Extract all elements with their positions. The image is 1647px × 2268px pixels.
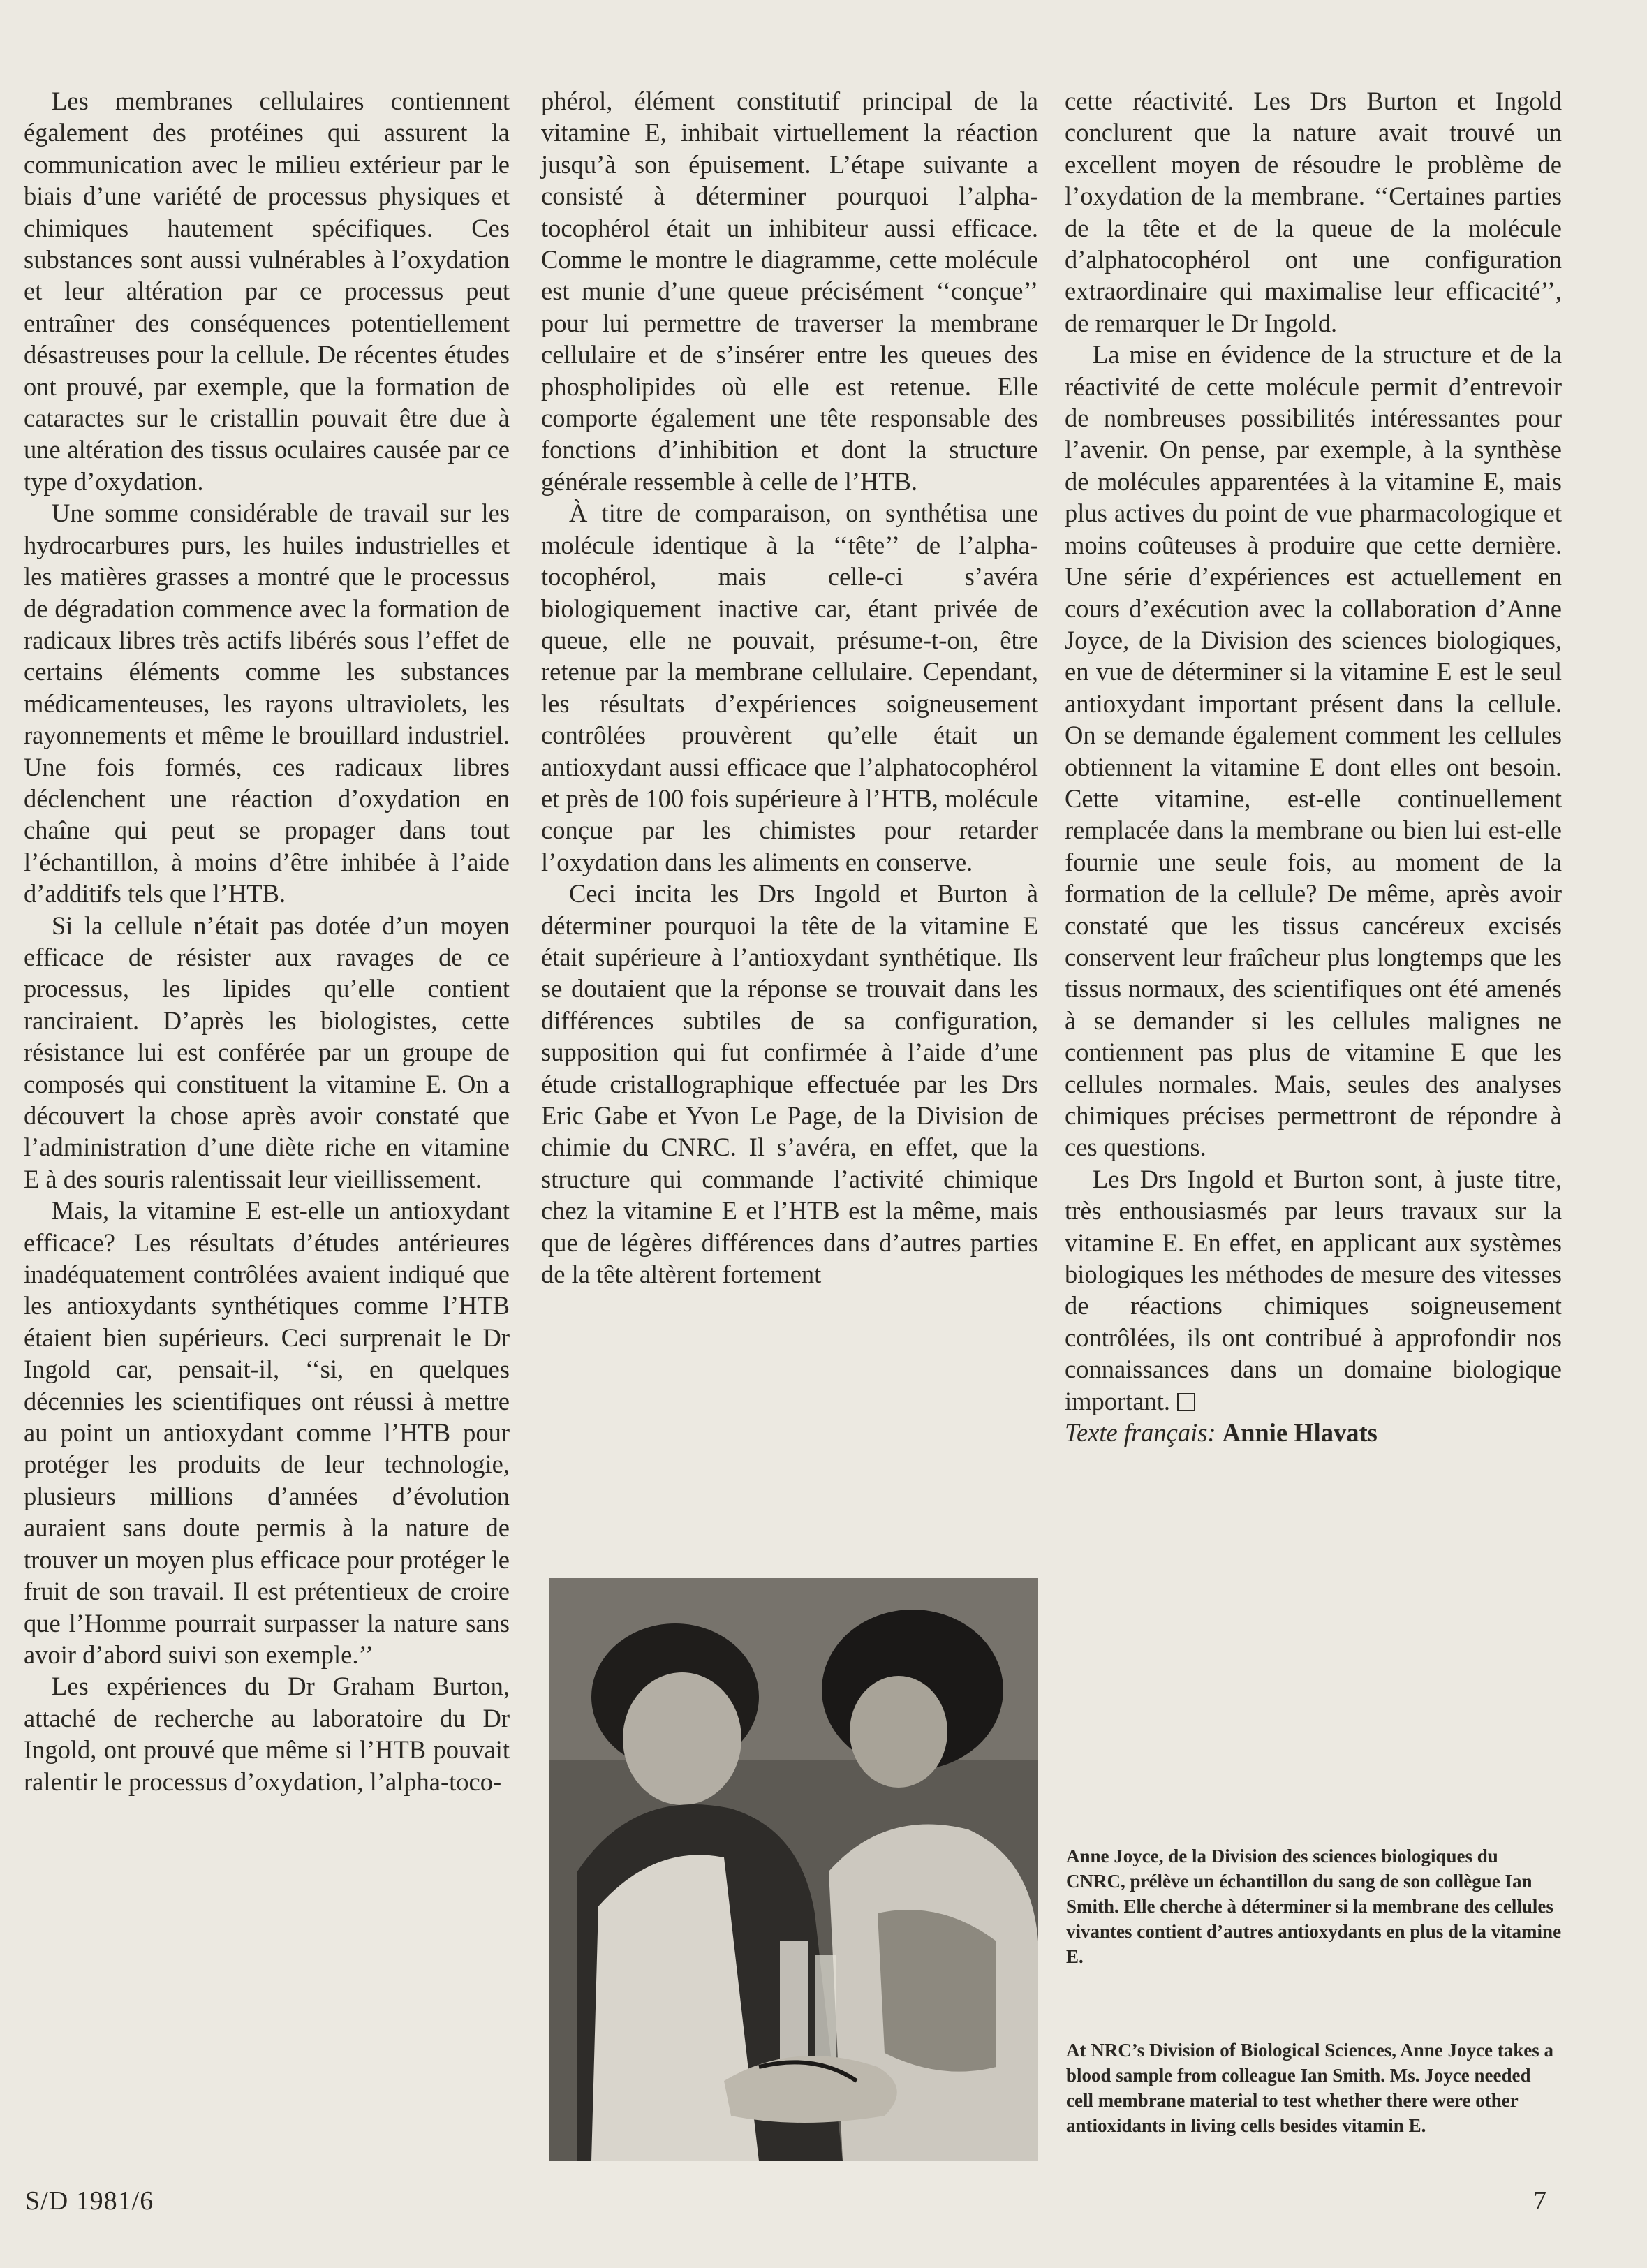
- translation-credit: [1065, 1417, 1562, 1448]
- article-column-2: [541, 85, 1038, 1290]
- photo-illustration: [549, 1578, 1038, 2161]
- article-column-1: [24, 85, 510, 1797]
- paragraph: Si la cellule n’était pas dotée d’un moyen efficace de résister aux ravages de ce processus, les lipides qu’elle contient ranciraient. D’après les biologistes, cette résistance lui est conférée par un groupe de composés qui constituent la vitamine E. On a découvert la chose après avoir constaté que l’administration d’une diète riche en vitamine E à des souris ralentissait leur vieillissement.: [24, 911, 510, 1193]
- paragraph: phérol, élément constitutif principal de la vitamine E, inhibait virtuellement la réaction jusqu’à son épuisement. L’étape suivante a consisté à déterminer pourquoi l’alpha-tocophérol était un inhibiteur aussi efficace. Comme le montre le diagramme, cette molécule est munie d’une queue précisément ‘‘conçue’’ pour lui permettre de traverser la membrane cellulaire et de s’insérer entre les queues des phospholipides où elle est retenue. Elle comporte également une tête responsable des fonctions d’inhibition et dont la structure générale ressemble à celle de l’HTB.: [541, 87, 1038, 496]
- paragraph: Les membranes cellulaires contiennent également des protéines qui assurent la communication avec le milieu extérieur par le biais d’une variété de processus physiques et chimiques hautement spécifiques. Ces substances sont aussi vulnérables à l’oxydation et leur altération par ce processus peut entraîner des conséquences potentiellement désastreuses pour la cellule. De récentes études ont prouvé, par exemple, que la formation de cataractes sur le cristallin pouvait être due à une altération des tissus oculaires causée par ce type d’oxydation.: [24, 87, 510, 496]
- photo-caption-french: Anne Joyce, de la Division des sciences biologiques du CNRC, prélève un échantillon du sang de son collègue Ian Smith. Elle cherche à déterminer si la membrane des cellules vivantes contient d’autres antioxydants en plus de la vitamine E.: [1066, 1846, 1562, 1967]
- paragraph-text: Les Drs Ingold et Burton sont, à juste titre, très enthousiasmés par leurs travaux sur la vitamine E. En effet, en applicant aux systèmes biologiques les méthodes de mesure des vitesses de réactions chimiques soigneusement contrôlées, ils ont contribué à approfondir nos connaissances dans un domaine biologique important.: [1065, 1164, 1562, 1415]
- end-mark-icon: [1177, 1393, 1195, 1411]
- paragraph: Les expériences du Dr Graham Burton, attaché de recherche au laboratoire du Dr Ingold, ont prouvé que même si l’HTB pouvait ralentir le processus d’oxydation, l’alpha-toco-: [24, 1672, 510, 1796]
- paragraph: [1065, 1163, 1562, 1417]
- paragraph: À titre de comparaison, on synthétisa une molécule identique à la ‘‘tête’’ de l’alpha-tocophérol, mais celle-ci s’avéra biologiquement inactive car, étant privée de queue, elle ne pouvait, présume-t-on, être retenue par la membrane cellulaire. Cependant, les résultats d’expériences soigneusement contrôlées prouvèrent qu’elle était un antioxydant aussi efficace que l’alphatocophérol et près de 100 fois supérieure à l’HTB, molécule conçue par les chimistes pour retarder l’oxydation dans les aliments en conserve.: [541, 499, 1038, 876]
- article-column-3: [1065, 85, 1562, 1448]
- lab-photo: [549, 1578, 1038, 2161]
- issue-folio: S/D 1981/6: [25, 2186, 154, 2216]
- paragraph: Mais, la vitamine E est-elle un antioxydant efficace? Les résultats d’études antérieures inadéquatement contrôlées avaient indiqué que les antioxydants synthétiques comme l’HTB étaient bien supérieurs. Ceci surprenait le Dr Ingold car, pensait-il, ‘‘si, en quelques décennies les scientifiques ont réussi à mettre au point un antioxydant comme l’HTB pour protéger les produits de leur technologie, plusieurs millions d’années d’évolution auraient sans doute permis à la nature de trouver un moyen plus efficace pour protéger le fruit de son travail. Il est prétentieux de croire que l’Homme pourrait surpasser la nature sans avoir d’abord suivi son exemple.’’: [24, 1196, 510, 1669]
- page-number: 7: [1533, 2186, 1546, 2216]
- paragraph: Une somme considérable de travail sur les hydrocarbures purs, les huiles industrielles et les matières grasses a montré que le processus de dégradation commence avec la formation de radicaux libres très actifs libérés sous l’effet de certains éléments comme les substances médicamenteuses, les rayons ultraviolets, les rayonnements et même le brouillard industriel. Une fois formés, ces radicaux libres déclenchent une réaction d’oxydation en chaîne qui peut se propager dans tout l’échantillon, à moins d’être inhibée à l’aide d’additifs tels que l’HTB.: [24, 499, 510, 908]
- paragraph: cette réactivité. Les Drs Burton et Ingold conclurent que la nature avait trouvé un excellent moyen de résoudre le problème de l’oxydation de la membrane. ‘‘Certaines parties de la tête et de la queue de la molécule d’alphatocophérol ont une configuration extraordinaire qui maximalise leur efficacité’’, de remarquer le Dr Ingold.: [1065, 87, 1562, 337]
- paragraph: La mise en évidence de la structure et de la réactivité de cette molécule permit d’entrevoir de nombreuses possibilités intéressantes pour l’avenir. On pense, par exemple, à la synthèse de molécules apparentées à la vitamine E, mais plus actives du point de vue pharmacologique et moins coûteuses à produire que cette dernière. Une série d’expériences est actuellement en cours d’exécution avec la collaboration d’Anne Joyce, de la Division des sciences biologiques, en vue de déterminer si la vitamine E est le seul antioxydant important présent dans la cellule. On se demande également comment les cellules obtiennent la vitamine E dont elles ont besoin. Cette vitamine, est-elle continuellement remplacée dans la membrane ou bien lui est-elle fournie une seule fois, au moment de la formation de la cellule? De même, après avoir constaté que les tissus cancéreux excisés conservent leur fraîcheur plus longtemps que les tissus normaux, des scientifiques ont été amenés à se demander si les cellules malignes ne contiennent pas plus de vitamine E que les cellules normales. Mais, seules des analyses chimiques précises permettront de répondre à ces questions.: [1065, 340, 1562, 1162]
- photo-caption-english: At NRC’s Division of Biological Sciences, Anne Joyce takes a blood sample from colleague Ian Smith. Ms. Joyce needed cell membrane material to test whether there were other antioxidants in living cells besides vitamin E.: [1066, 2040, 1553, 2136]
- paragraph: Ceci incita les Drs Ingold et Burton à déterminer pourquoi la tête de la vitamine E était supérieure à l’antioxydant synthétique. Ils se doutaient que la réponse se trouvait dans les différences subtiles de sa configuration, supposition qui fut confirmée à l’aide d’une étude cristallographique effectuée par les Drs Eric Gabe et Yvon Le Page, de la Division de chimie du CNRC. Il s’avéra, en effet, que la structure qui commande l’activité chimique chez la vitamine E et l’HTB est la même, mais que de légères différences dans d’autres parties de la tête altèrent fortement: [541, 879, 1038, 1289]
- translator-name: Annie Hlavats: [1222, 1418, 1378, 1448]
- credit-label: Texte français:: [1065, 1418, 1216, 1448]
